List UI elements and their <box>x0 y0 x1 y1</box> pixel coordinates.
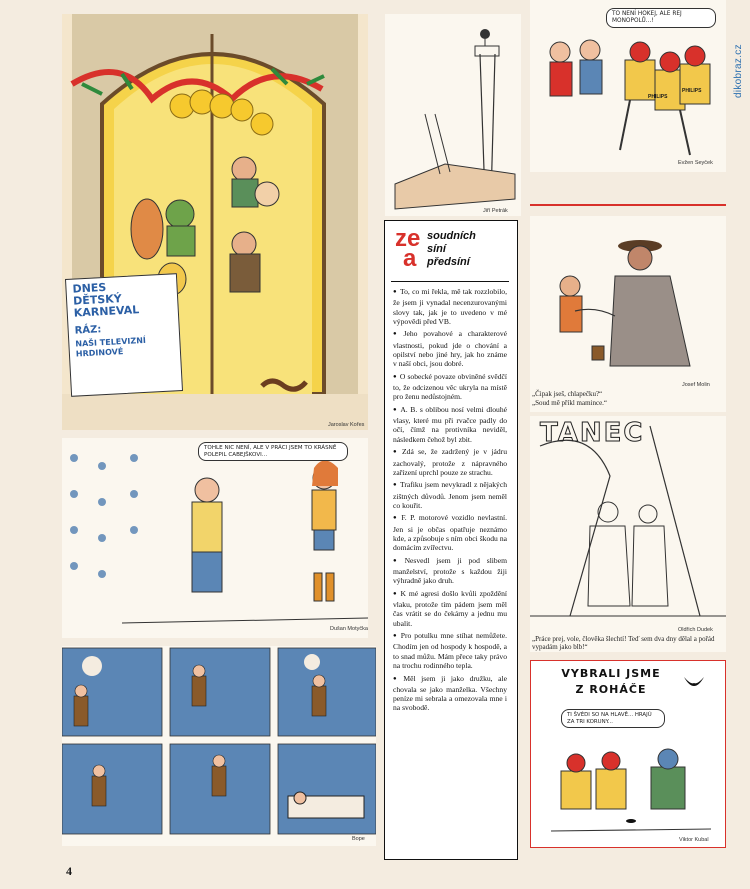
sign-line: HRDINOVÉ <box>75 347 124 359</box>
speech-bubble: TI ŠVÉDI SO NA HLAVĚ... HRAJÚ ZA TRI KORUNY... <box>561 709 665 728</box>
cartoon-dudek <box>530 416 726 652</box>
column-item: ● Jeho povahové a charakterové vlastnosti, pokud jde o chování a opilství nebo jiné hry, jak ho známe v naší obci, jsou dobré. <box>393 329 507 368</box>
rohace-title: Z ROHÁČE <box>575 683 647 696</box>
bope-illustration <box>62 646 376 846</box>
speech-bubble: TOHLE NIC NENÍ, ALE V PRÁCI JSEM TO KRÁSNĚ POLEPIL CABEJŠKOVI... <box>198 442 348 461</box>
credit-kores: Jaroslav Kořes <box>328 422 365 428</box>
credit-bope: Bope <box>352 836 365 842</box>
page-number: 4 <box>66 864 72 878</box>
credit-dudek: Oldřich Dudek <box>678 627 713 633</box>
credit-motycka: Dušan Motyčka <box>330 626 368 632</box>
horns-icon <box>681 673 707 695</box>
column-header <box>391 227 509 282</box>
header-ze: ze <box>395 225 421 252</box>
motycka-illustration <box>62 438 368 638</box>
header-line: soudních <box>427 230 476 242</box>
column-item: ● O sobecké povaze obviněné svědčí to, že odcizenou věc ukryla na místě pro ženu nedůstojném. <box>393 372 507 402</box>
credit-petrak: Jiří Petrák <box>483 208 508 214</box>
rohace-illustration <box>531 741 727 841</box>
column-item: ● Zdá se, že zadržený je v jádru zachovalý, protože z nápravného zařízení uprchl pouze ze strachu. <box>393 447 507 477</box>
molin-illustration <box>530 216 726 376</box>
sign-line: DNES <box>72 280 107 296</box>
jersey-ad: PHILIPS <box>682 88 702 94</box>
cartoon-tower <box>385 14 521 216</box>
cartoon-bope <box>62 646 376 846</box>
column-item: ● Nesvedl jsem ji pod slibem manželství, protože s každou žiji výhradně jako druh. <box>393 556 507 586</box>
column-item: ● Trafiku jsem nevykradl z nějakých zištných důvodů. Jenom jsem neměl co kouřit. <box>393 480 507 510</box>
rohace-title: VYBRALI JSME <box>561 667 661 680</box>
cartoon-molin <box>530 216 726 412</box>
column-item: ● F. P. motorové vozidlo nevlastní. Jen si je občas opatřuje neznámo kde, a způsobuje s ním obci škodu na domácím zvířectvu. <box>393 513 507 552</box>
credit-kubal: Viktor Kubal <box>679 837 709 843</box>
column-item: ● To, co mi řekla, mě tak rozzlobilo, že jsem ji vynadal necenzurovanými slovy tak, jak je to uvedeno v mé výpovědi před VB. <box>393 287 507 326</box>
sign-line: RÁZ: <box>74 324 102 337</box>
column-item: ● Měl jsem ji jako družku, ale chovala se jako manželka. Všechny peníze mi sebrala a omezovala mne i na svobodě. <box>393 674 507 713</box>
caption-line: „Soud mě příkl mamince.“ <box>532 399 608 407</box>
carnival-sign <box>65 273 183 397</box>
sign-line: KARNEVAL <box>73 303 140 320</box>
jersey-ad: PHILIPS <box>648 94 668 100</box>
cartoon-carnival <box>62 14 368 430</box>
column-items <box>393 287 507 716</box>
dance-sign: TANEC <box>540 418 645 448</box>
sign-line: DĚTSKÝ <box>72 292 122 308</box>
cartoon-hockey <box>530 0 726 172</box>
header-line: síní <box>427 243 446 255</box>
column-item: ● Pro potulku mne stíhat nemůžete. Chodím jen od hospody k hospodě, a to snad můžu. Mám přece taky právo na trochu rodinného tepla. <box>393 631 507 670</box>
red-divider <box>530 204 726 206</box>
caption-line: „Čipak jseš, chlapečku?“ <box>532 390 603 398</box>
column-item: ● A. B. s oblibou nosí velmi dlouhé vlasy, které mu při rvačce padly do očí, čímž na protivníka neviděl, následkem čehož byl zbit. <box>393 405 507 444</box>
cartoon-motycka <box>62 438 368 638</box>
speech-bubble: TO NENÍ HOKEJ, ALE REJ MONOPOLŮ...! <box>606 8 716 28</box>
credit-molin: Josef Molin <box>682 382 710 388</box>
column-item: ● K mé agresi došlo kvůli zpoždění vlaku, protože tím pádem jsem měl čas vrátit se do čekárny a jednu mu ubalit. <box>393 589 507 628</box>
column-courtroom <box>384 220 518 860</box>
site-watermark: dikobraz.cz <box>733 44 744 98</box>
header-line: předsíní <box>427 256 470 268</box>
header-a: a <box>403 245 417 272</box>
sign-line: NAŠI TELEVIZNÍ <box>75 335 147 349</box>
credit-seycek: Evžen Seyček <box>678 160 713 166</box>
caption-dudek: „Práce prej, vole, člověka šlechtí! Teď sem dva dny dělal a pořád vypadám jako blb!“ <box>532 635 715 651</box>
box-rohace <box>530 660 726 848</box>
tower-illustration <box>385 14 521 216</box>
